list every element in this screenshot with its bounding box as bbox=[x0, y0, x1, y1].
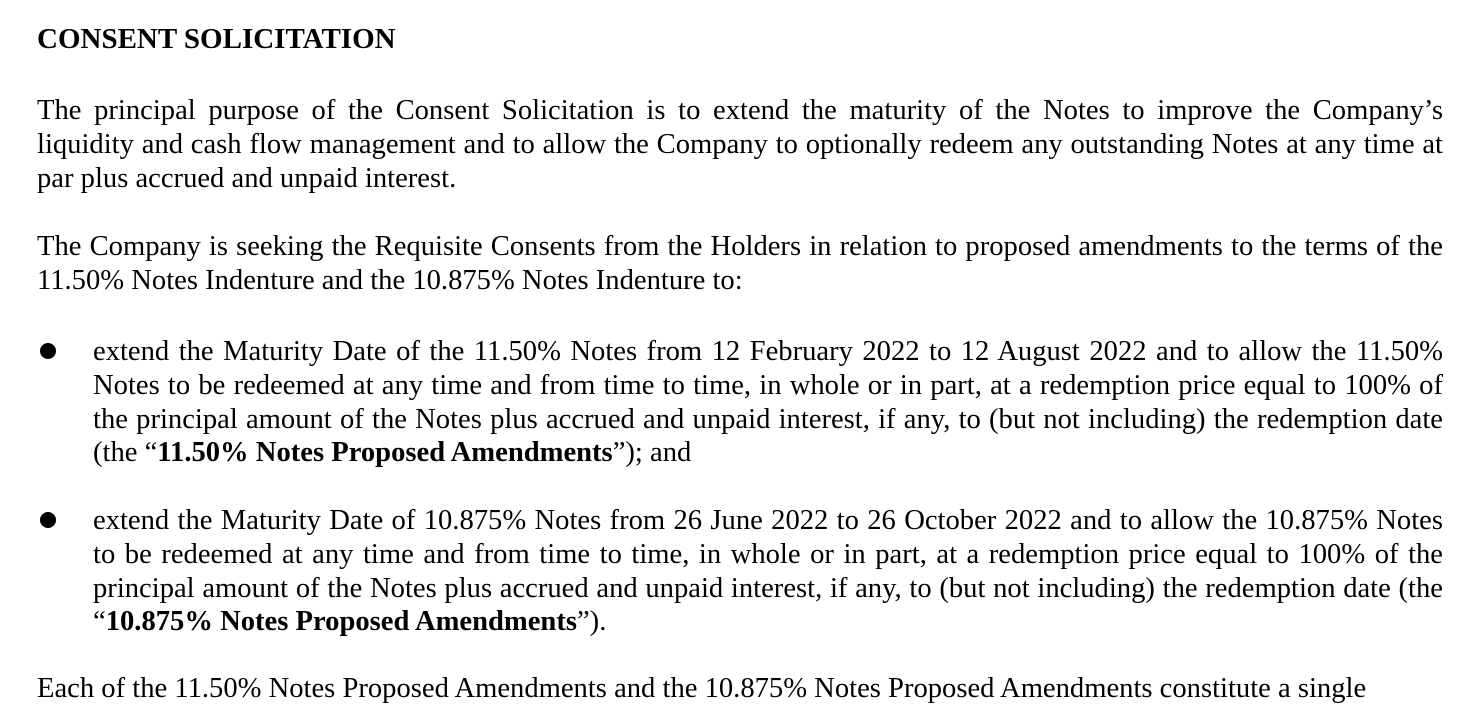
bullet-text bbox=[93, 335, 1443, 470]
consent-paragraph: The Company is seeking the Requisite Consents from the Holders in relation to proposed amendments to the terms of the 11.50% Notes Indenture and the 10.875% Notes Indenture to: bbox=[37, 231, 1443, 296]
section-heading: CONSENT SOLICITATION bbox=[37, 23, 396, 55]
defined-term: 11.50% Notes Proposed Amendments bbox=[157, 437, 613, 469]
bullet-text-before: extend the Maturity Date of 10.875% Notes from 26 June 2022 to 26 October 2022 and to allow the 10.875% Notes to be redeemed at any time and from time to time, in whole or in part, at a redemption price equal to 100% of the principal amount of the Notes plus accrued and unpaid interest, if any, to (but not including) the redemption date (the “ bbox=[93, 505, 1443, 638]
partial-paragraph: Each of the 11.50% Notes Proposed Amendments and the 10.875% Notes Proposed Amendments constitute a single bbox=[37, 673, 1367, 704]
purpose-paragraph: The principal purpose of the Consent Solicitation is to extend the maturity of the Notes to improve the Company’s liquidity and cash flow management and to allow the Company to optionally redeem any outstanding Notes at any time at par plus accrued and unpaid interest. bbox=[37, 95, 1443, 194]
bullet-dot-icon bbox=[40, 512, 56, 528]
bullet-text-before: extend the Maturity Date of the 11.50% Notes from 12 February 2022 to 12 August 2022 and to allow the 11.50% Notes to be redeemed at any time and from time to time, in whole or in part, at a redemption price equal to 100% of the principal amount of the Notes plus accrued and unpaid interest, if any, to (but not including) the redemption date (the “ bbox=[93, 336, 1443, 469]
bullet-text bbox=[93, 504, 1443, 639]
bullet-text-after: ”). bbox=[576, 606, 607, 638]
bullet-dot-icon bbox=[40, 343, 56, 359]
defined-term: 10.875% Notes Proposed Amendments bbox=[105, 606, 577, 638]
bullet-text-after: ”); and bbox=[612, 437, 692, 469]
